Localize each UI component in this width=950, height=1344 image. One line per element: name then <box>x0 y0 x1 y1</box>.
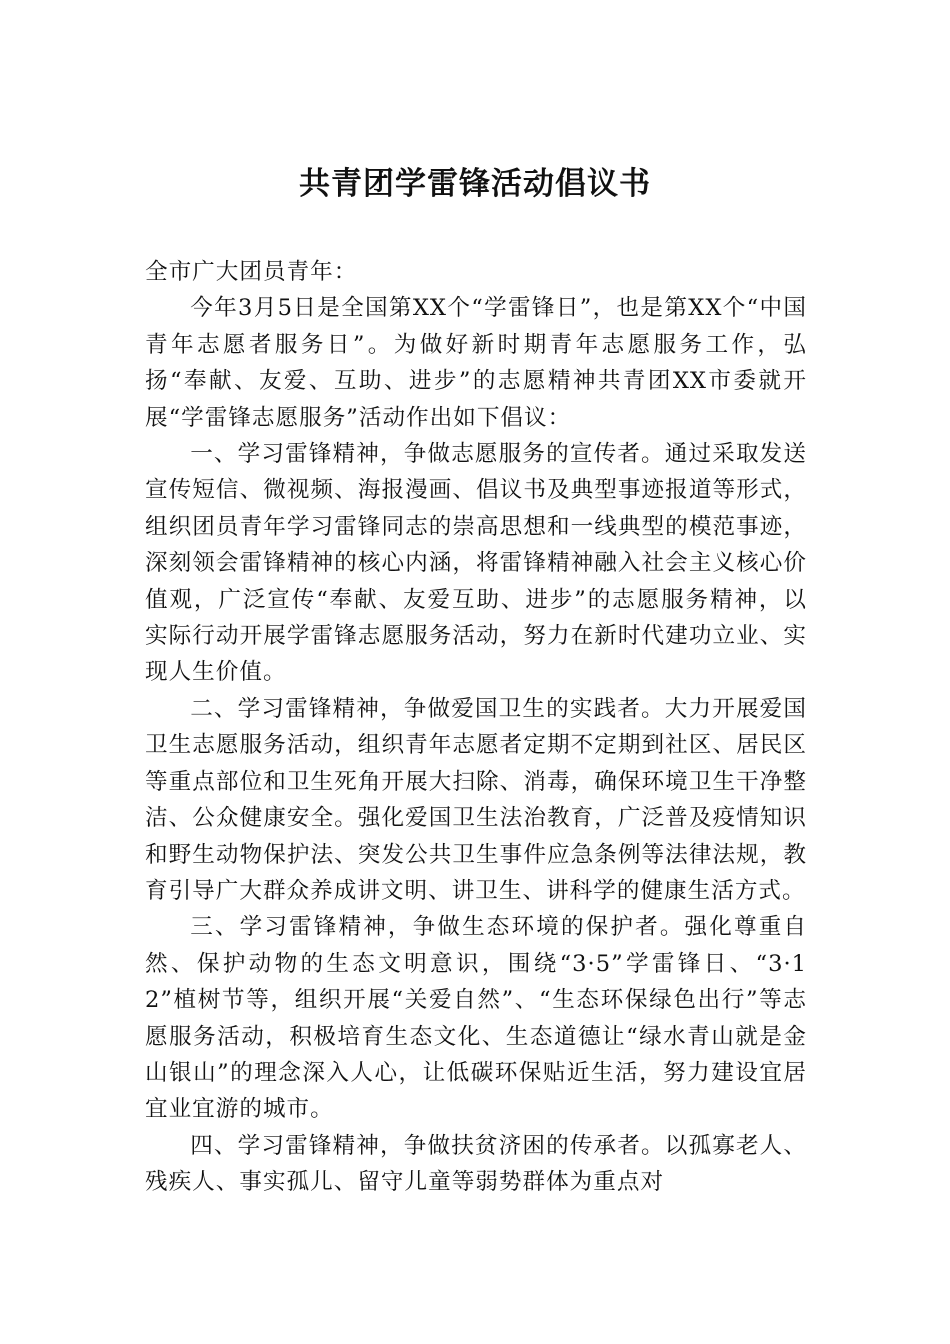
salutation: 全市广大团员青年： <box>145 259 358 285</box>
intro-paragraph: 今年3月5日是全国第XX个“学雷锋日”，也是第XX个“中国青年志愿者服务日”。为做好新时期青年志愿服务工作，弘扬“奉献、友爱、互助、进步”的志愿精神共青团XX市委就开展“学雷锋志愿服务”活动作出如下倡议： <box>145 295 807 431</box>
paragraph-item-3: 三、学习雷锋精神，争做生态环境的保护者。强化尊重自然、保护动物的生态文明意识，围绕“3·5”学雷锋日、“3·12”植树节等，组织开展“关爱自然”、“生态环保绿色出行”等志愿服务活动，积极培育生态文化、生态道德让“绿水青山就是金山银山”的理念深入人心，让低碳环保贴近生活，努力建设宜居宜业宜游的城市。 <box>145 914 807 1123</box>
paragraph-item-1: 一、学习雷锋精神，争做志愿服务的宣传者。通过采取发送宣传短信、微视频、海报漫画、倡议书及典型事迹报道等形式，组织团员青年学习雷锋同志的崇高思想和一线典型的模范事迹，深刻领会雷锋精神的核心内涵，将雷锋精神融入社会主义核心价值观，广泛宣传“奉献、友爱互助、进步”的志愿服务精神，以实际行动开展学雷锋志愿服务活动，努力在新时代建功立业、实现人生价值。 <box>145 441 807 686</box>
document-title: 共青团学雷锋活动倡议书 <box>299 166 651 202</box>
paragraph-item-4: 四、学习雷锋精神，争做扶贫济困的传承者。以孤寡老人、残疾人、事实孤儿、留守儿童等弱势群体为重点对 <box>145 1132 807 1196</box>
paragraph-item-2: 二、学习雷锋精神，争做爱国卫生的实践者。大力开展爱国卫生志愿服务活动，组织青年志愿者定期不定期到社区、居民区等重点部位和卫生死角开展大扫除、消毒，确保环境卫生干净整洁、公众健康安全。强化爱国卫生法治教育，广泛普及疫情知识和野生动物保护法、突发公共卫生事件应急条例等法律法规，教育引导广大群众养成讲文明、讲卫生、讲科学的健康生活方式。 <box>145 695 807 904</box>
document-body <box>145 254 807 1201</box>
